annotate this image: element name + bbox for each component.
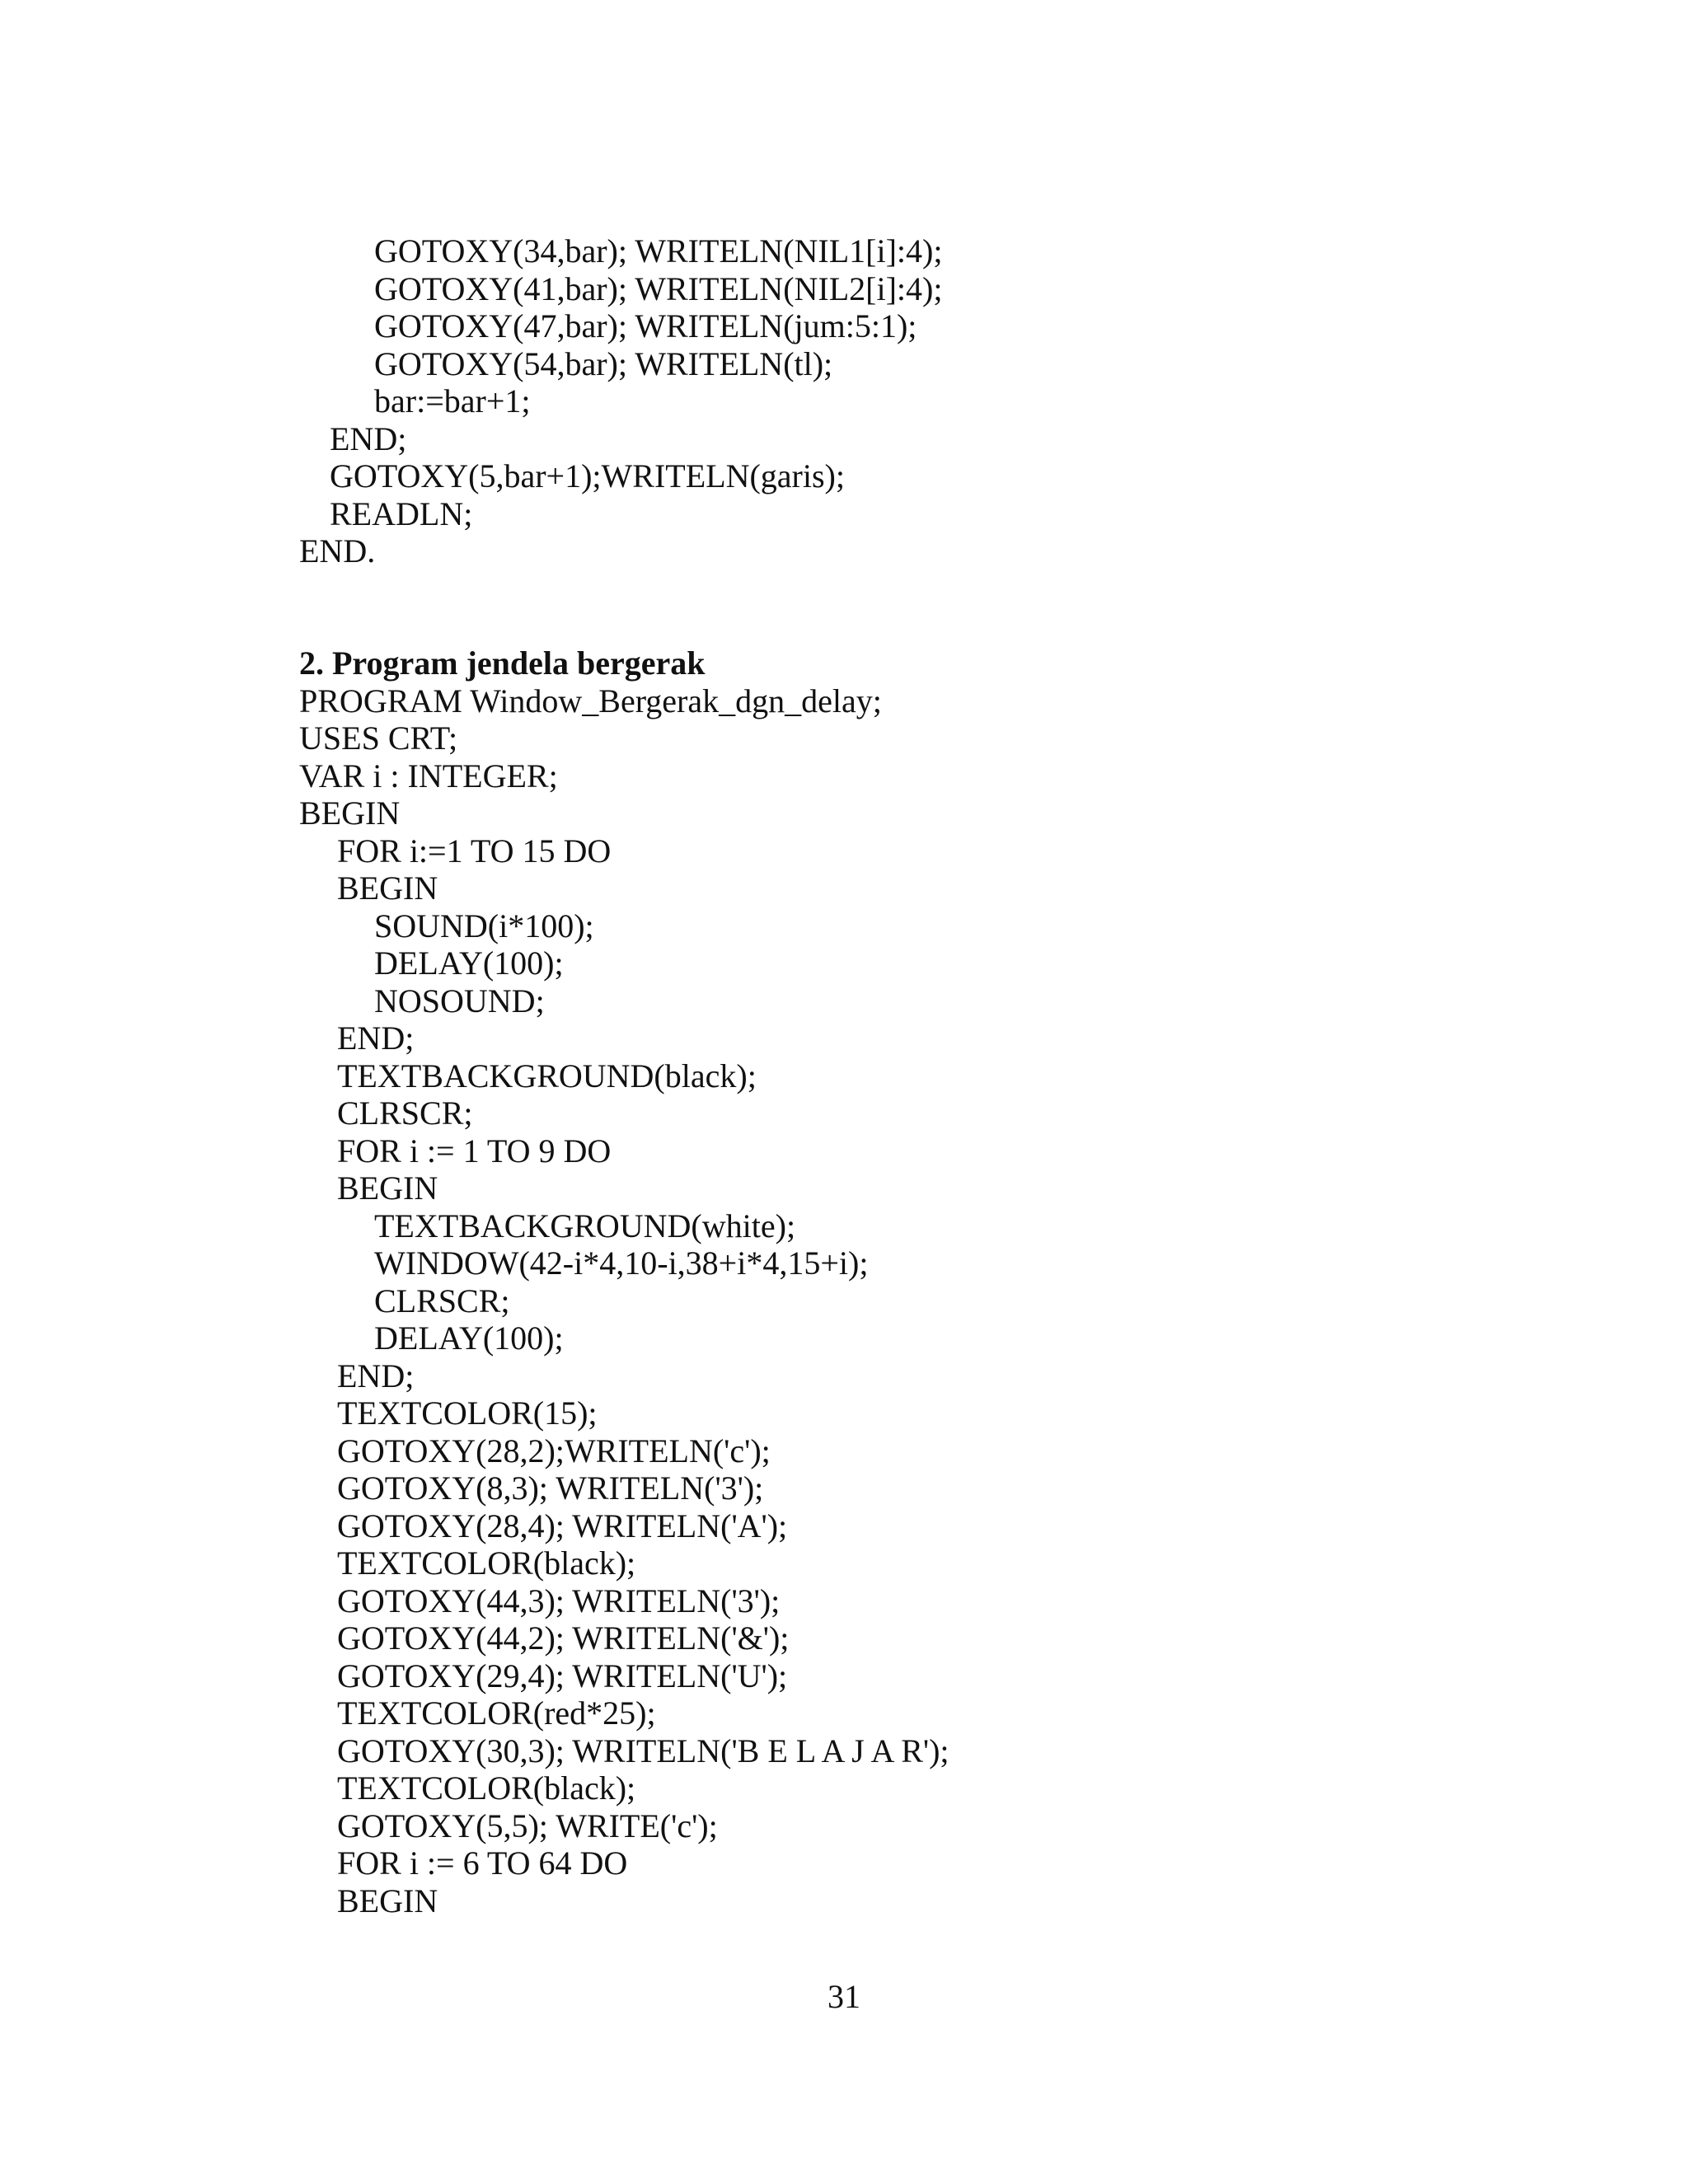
- code-line: GOTOXY(54,bar); WRITELN(tl);: [374, 344, 833, 382]
- code-line: CLRSCR;: [337, 1094, 473, 1132]
- code-line: DELAY(100);: [374, 944, 564, 982]
- code-line: BEGIN: [337, 1882, 438, 1919]
- section-heading: 2. Program jendela bergerak: [299, 644, 706, 682]
- code-line: NOSOUND;: [374, 982, 545, 1019]
- code-line: READLN;: [330, 494, 473, 532]
- code-line: END;: [330, 419, 407, 457]
- code-line: TEXTCOLOR(red*25);: [337, 1694, 656, 1732]
- section-window-program: [299, 644, 950, 1919]
- code-line: bar:=bar+1;: [374, 382, 531, 419]
- code-line: GOTOXY(44,3); WRITELN('3');: [337, 1582, 781, 1619]
- code-line: END;: [337, 1357, 415, 1394]
- code-line: BEGIN: [299, 794, 401, 832]
- code-line: VAR i : INTEGER;: [299, 757, 558, 794]
- code-line: GOTOXY(5,bar+1);WRITELN(garis);: [330, 457, 845, 494]
- code-line: CLRSCR;: [374, 1282, 510, 1319]
- code-line: FOR i := 6 TO 64 DO: [337, 1844, 628, 1882]
- code-line: TEXTBACKGROUND(black);: [337, 1057, 757, 1094]
- code-line: GOTOXY(47,bar); WRITELN(jum:5:1);: [374, 307, 917, 344]
- code-line: GOTOXY(41,bar); WRITELN(NIL2[i]:4);: [374, 269, 943, 307]
- code-line: GOTOXY(29,4); WRITELN('U');: [337, 1657, 788, 1694]
- code-line: GOTOXY(34,bar); WRITELN(NIL1[i]:4);: [374, 232, 943, 269]
- code-line: FOR i:=1 TO 15 DO: [337, 832, 612, 869]
- code-line: PROGRAM Window_Bergerak_dgn_delay;: [299, 682, 882, 719]
- page-number: 31: [828, 1978, 860, 2015]
- code-line: TEXTCOLOR(black);: [337, 1544, 636, 1582]
- code-line: BEGIN: [337, 869, 438, 907]
- code-line: TEXTBACKGROUND(white);: [374, 1207, 796, 1244]
- code-line: USES CRT;: [299, 719, 458, 757]
- code-line: WINDOW(42-i*4,10-i,38+i*4,15+i);: [374, 1244, 869, 1282]
- code-line: GOTOXY(5,5); WRITE('c');: [337, 1807, 718, 1844]
- code-line: GOTOXY(28,2);WRITELN('c');: [337, 1432, 771, 1469]
- code-line: SOUND(i*100);: [374, 907, 594, 944]
- code-line: FOR i := 1 TO 9 DO: [337, 1132, 612, 1169]
- code-line: GOTOXY(44,2); WRITELN('&');: [337, 1619, 790, 1657]
- code-line: GOTOXY(30,3); WRITELN('B E L A J A R');: [337, 1732, 950, 1769]
- code-line: TEXTCOLOR(15);: [337, 1394, 598, 1432]
- code-line: GOTOXY(28,4); WRITELN('A');: [337, 1507, 788, 1544]
- code-line: GOTOXY(8,3); WRITELN('3');: [337, 1469, 764, 1507]
- code-line: DELAY(100);: [374, 1319, 564, 1357]
- code-listing: [299, 682, 950, 1920]
- code-line: BEGIN: [337, 1169, 438, 1207]
- code-line: END.: [299, 532, 376, 569]
- code-block-continuation: [299, 232, 942, 570]
- code-line: TEXTCOLOR(black);: [337, 1769, 636, 1807]
- code-line: END;: [337, 1019, 415, 1057]
